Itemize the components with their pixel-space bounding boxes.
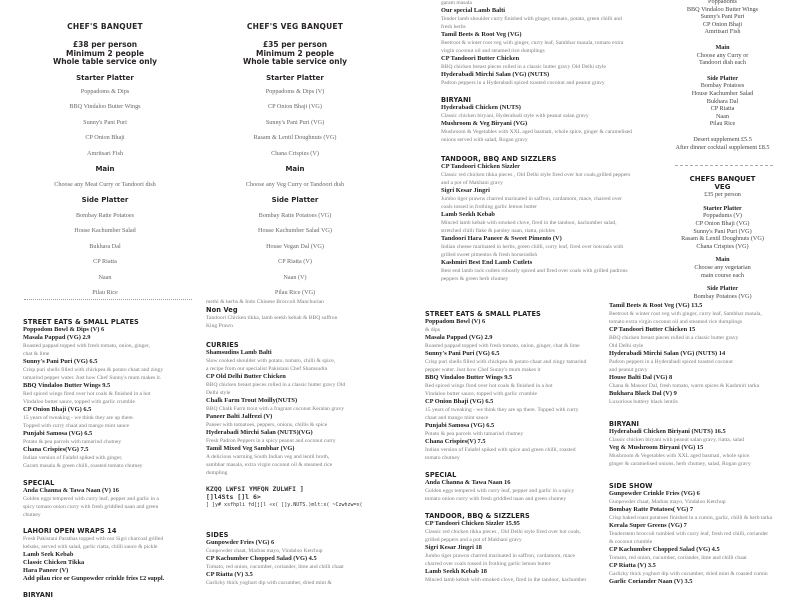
menu-item: CP Tandoori Chicken Sizzler xyxy=(441,163,521,170)
menu-item: Hyderabadi Mirchi Salan (NUTS)(VG) xyxy=(206,429,313,436)
starter-item: BBQ Vindaloo Butter Wings xyxy=(69,103,141,110)
menu-desc: Golden eggs tempered with curry leaf, pepper and garlic in a xyxy=(23,496,159,502)
menu-item: Punjabi Samosa (VG) 6.5 xyxy=(425,422,495,429)
starter-item: Sunny's Pani Puri xyxy=(83,118,127,126)
menu-desc: onions served with salad, Rogan gravy xyxy=(441,137,528,143)
banquet-title: VEG xyxy=(714,182,731,191)
menu-item: Lamb Seekh Kebab xyxy=(441,211,495,218)
starter-item: CP Onion Bhaji (VG) xyxy=(268,103,322,110)
menu-item: CP Kachumber Chopped Salad (VG) 4.5 xyxy=(206,555,317,562)
banquet-meat-panel xyxy=(10,22,200,305)
menu-desc: Classic red chicken tikka pieces , Old Delhi style fired over hot coals,grilled peppers xyxy=(441,172,631,178)
menu-desc: Vindaloo butter sauce, topped with garlic crumble xyxy=(23,399,135,405)
menu-desc: Crisp puri shells filled with chickpea & potato chaat and zingy tamarind xyxy=(425,359,587,365)
side-item: House Kachumber Salad xyxy=(691,89,754,97)
menu-desc: stretched chilli flake & parsley naan, riatta, pickles xyxy=(441,228,555,234)
starter-item: Chana Crispies (V) xyxy=(271,149,319,157)
menu-item: Bombay Ratte Potatoes( VG) 7 xyxy=(609,506,694,513)
menu-desc: grilled peppers and a pot of Makhani gravy xyxy=(425,537,522,543)
menu-desc: tamarind pepper water. Just how Chef Sunny's mum makes it. xyxy=(23,375,162,381)
banquet-veg-panel xyxy=(200,22,390,305)
menu-desc: charred over coals tossed in frothing garlic lemon butter xyxy=(425,561,551,567)
starter-item: BBQ Vindaloo Butter Wings xyxy=(686,5,759,13)
menu-item: Classic Chicken Tikka xyxy=(23,559,85,566)
menu-item: Chana Crispies(VG) 7.5 xyxy=(23,446,89,453)
side-item: House Vegan Dal (VG) xyxy=(266,242,324,250)
col3-upper-menu xyxy=(441,0,641,283)
menu-item: Hara Paneer (V) xyxy=(23,567,69,574)
main-heading: Main xyxy=(715,43,730,51)
col4-veg-banquet-panel xyxy=(650,176,795,300)
menu-desc: pepper water. Just how Chef Sunny's mum makes it xyxy=(425,367,541,373)
main-text: Choose any Veg Curry or Tandoori dish xyxy=(245,180,345,188)
banquet-price: £35 per person xyxy=(704,191,741,199)
banquet-service: Whole table service only xyxy=(242,57,348,66)
menu-desc: ginger & caramelised onions, herb chutney, salad, Rogan gravy xyxy=(609,461,751,467)
menu-item: CP Tandoori Chicken Sizzler 15.95 xyxy=(425,520,520,527)
section-heading: STREET EATS & SMALL PLATES xyxy=(23,318,139,326)
side-item: Bukhara Dal xyxy=(706,97,739,105)
menu-item: Masala Pappad (VG) 2.9 xyxy=(23,334,91,341)
menu-desc: Gunpowder chaat, Madras mayo, Vindaloo Ketchup xyxy=(609,499,726,505)
starter-item: Poppadoms & Dips xyxy=(80,87,130,95)
menu-desc: coals tossed in frothing garlic lemon butter xyxy=(441,204,538,210)
starter-heading: Starter Platter xyxy=(266,73,324,82)
col1-lower-menu xyxy=(23,318,208,599)
side-item: CP Riatta (V) xyxy=(278,258,312,265)
section-heading: BIRYANI xyxy=(609,420,640,428)
menu-item: Kerala Super Greens (VG) 7 xyxy=(609,522,687,529)
menu-item: Anda Channa & Tawa Naan 16 xyxy=(425,479,511,486)
menu-desc: dumpling xyxy=(206,470,228,476)
menu-desc: peppers & green herb chutney xyxy=(441,276,509,282)
main-text: Choose any Meat Curry or Tandoori dish xyxy=(54,180,156,188)
menu-desc: Garam masala & green chilli, roasted tomato chutney xyxy=(23,463,143,469)
menu-desc: garam masala xyxy=(441,0,472,6)
side-item: Pilau Rice xyxy=(92,289,118,296)
menu-desc: Jumbo tiger prawns charred marinated in saffron, cardamom, mace, charred over xyxy=(441,196,622,202)
starter-item: Sunny's Pani Puri (VG) xyxy=(693,227,752,235)
menu-desc: chat & lime xyxy=(23,351,50,357)
menu-desc: Red spiced wings fired over hot coals & finished in a hot xyxy=(425,383,553,389)
menu-item: CP Onion Bhaji (VG) 6.5 xyxy=(425,398,494,405)
cutoff-text-line xyxy=(24,299,192,300)
menu-item: Masala Pappad (VG) 2.9 xyxy=(425,334,493,341)
menu-desc: 15 years of tweaking - we think they are up there. xyxy=(23,415,135,421)
menu-item: Tamil Beets & Root Veg (VG) 13.5 xyxy=(609,302,703,309)
side-item: CP Riatta xyxy=(710,105,735,113)
menu-item: Punjabi Samosa (VG) 6.5 xyxy=(23,430,93,437)
side-item: Bombay Potatoes (VG) xyxy=(693,292,752,300)
menu-desc: Tandoori Chicken tikka, lamb seekh kebab & BBQ saffron xyxy=(206,315,338,321)
menu-desc: chaat and mango mint sauce xyxy=(425,415,489,421)
starter-item: Poppadums (V) xyxy=(702,212,742,220)
starter-item: Poppadoms & Dips (V) xyxy=(265,87,325,95)
menu-item: Hyderabadi Chicken Biriyani (NUTS) 16.5 xyxy=(609,428,726,435)
menu-item: Poppodom Bowl & Dips (V) 6 xyxy=(23,326,105,333)
menu-item: Add pilau rice or Gunpowder crinkle fries £2 suppl. xyxy=(23,575,165,582)
menu-desc: spicy tomato onion curry with fresh griddled naan and green xyxy=(23,504,159,510)
cocktail-supplement: After dinner cocktail supplement £8.5 xyxy=(675,143,770,151)
menu-item: CP Tandoori Butter Chicken 15 xyxy=(609,326,696,333)
menu-item: Chana Crispies(V) 7.5 xyxy=(425,438,486,445)
menu-desc: Delhi style xyxy=(206,390,231,396)
menu-item: Mushroom & Veg Biryani (VG) xyxy=(441,120,528,127)
garbled-text: KZQQ LWFSI YMFQN ZULWFI ] xyxy=(206,485,304,493)
starter-item: Rasam & Lentil Doughnuts (VG) xyxy=(253,134,337,141)
menu-item: Sunny's Pani Puri (VG) 6.5 xyxy=(425,350,500,357)
menu-item: CP Kachumber Chopped Salad (VG) 4.5 xyxy=(609,546,720,553)
side-item: Bukhara Dal xyxy=(89,242,121,250)
section-heading: SPECIAL xyxy=(23,479,55,487)
side-heading: Side Platter xyxy=(271,196,319,204)
menu-item: Shamsudins Lamb Balti xyxy=(206,349,272,356)
menu-item: CP Riatta (V) 3.5 xyxy=(206,571,253,578)
section-heading: Non Veg xyxy=(206,306,238,314)
menu-item: Kashmiri Best End Lamb Cutlets xyxy=(441,259,533,266)
menu-item: Gunpowder Crinkle Fries (VG) 6 xyxy=(609,490,700,497)
dessert-supplement: Desert supplement £5.5 xyxy=(693,135,752,143)
menu-desc: Crisp puri shells filled with chickpea & potato chaat and zingy xyxy=(23,367,164,373)
menu-desc: virgin coconut oil and steamed rice dumplings xyxy=(441,48,545,54)
menu-desc: BBQ Chalk Farm trout with a fragrant coconut Keralan gravy xyxy=(206,406,345,412)
menu-desc: Best end lamb rack cutlets robustly spiced and fired over coals with grilled padrons xyxy=(441,268,628,274)
menu-desc: Classic chicken biryani, Hyderabadi style with peanut salan gravy xyxy=(441,113,589,119)
menu-item: Poppadom Bowl (V) 6 xyxy=(425,318,486,325)
starter-item: CP Onion Bhaji (VG) xyxy=(695,219,750,227)
starter-item: CP Onion Bhaji xyxy=(85,134,125,141)
menu-desc: chutney xyxy=(23,512,41,518)
side-item: Bombay Ratte Potatoes (VG) xyxy=(258,211,332,219)
menu-desc: grilled sweet pimentos & fresh horseradish xyxy=(441,252,538,258)
side-item: House Kachumber Salad VG) xyxy=(258,227,332,234)
starter-item: Amritsari Fish xyxy=(87,149,123,157)
main-heading: Main xyxy=(715,256,730,264)
main-text: Choose any vegetarian xyxy=(694,263,751,271)
menu-desc: Old Delhi style xyxy=(609,343,644,349)
menu-desc: Minced lamb kebab with smoked clove, fired in the tandoor, kachumber xyxy=(425,577,587,583)
section-heading: BIRYANI xyxy=(441,96,472,104)
section-heading: BIRYANI xyxy=(23,591,54,599)
section-heading: TANDOOR, BBQ AND SIZZLERS xyxy=(441,155,557,163)
starter-item: Poppadoms xyxy=(708,0,737,5)
menu-desc: tomato extra virgin coconut oil and steamed rice dumplings xyxy=(609,319,743,325)
menu-item: Our special Lamb Balti xyxy=(441,7,505,14)
main-text: Choose any Curry or xyxy=(696,51,749,59)
menu-desc: Padron peppers in a Hyderabadi spiced toasted coconut xyxy=(609,359,733,365)
col4-lower-menu xyxy=(609,302,800,586)
garbled-text: []l4Sts []l 6> xyxy=(206,493,261,501)
menu-item: Sunny's Pani Puri (VG) 6.5 xyxy=(23,358,98,365)
menu-desc: Garlicky thick yoghurt dip with cucumber, dried mint & roasted cumin xyxy=(609,571,768,577)
menu-desc: Padron peppers in a Hyderabadi spiced toasted coconut and peanut gravy xyxy=(441,80,605,86)
menu-desc: Classic red chicken tikka pieces , Old Delhi style fired over hot coals, xyxy=(425,529,581,535)
menu-desc: BBQ chicken breast pieces rolled in a classic butter gravy xyxy=(609,335,739,341)
side-item: Pilau Rice xyxy=(709,120,736,128)
menu-item: BBQ Vindaloo Butter Wings 9.5 xyxy=(23,382,111,389)
menu-desc: Gunpowder chaat, Madras mayo, Vindaloo Ketchup xyxy=(206,548,323,554)
menu-desc: & coconut crumble xyxy=(609,539,653,545)
menu-desc: Paneer with tomatoes, peppers, onions, chillis & spice xyxy=(206,422,328,428)
menu-desc: Classic chicken biryani with peanut salan gravy, riatta, salad xyxy=(609,437,745,443)
section-heading: CURRIES xyxy=(206,341,239,349)
menu-desc: Potato & pea parcels with tamarind chutney xyxy=(23,439,122,445)
menu-desc: Roasted pappad topped with fresh tomato, onion, ginger, xyxy=(23,343,150,349)
menu-desc: Golden eggs tempered with curry leaf, pepper and garlic in a spicy xyxy=(425,488,575,494)
side-item: CP Riatta xyxy=(93,258,117,265)
menu-item: Tamil Mixed Veg Sambhar (VG) xyxy=(206,445,295,452)
menu-desc: Garlicky thick yoghurt dip with cucumber, dried mint & xyxy=(206,580,332,586)
starter-item: Amritsari Fish xyxy=(704,28,741,36)
banquet-title: CHEFS BANQUET xyxy=(689,175,756,183)
main-heading: Main xyxy=(95,165,115,173)
menu-desc: tomato onion curry with fresh griddled naan and green chutney xyxy=(425,496,567,502)
menu-item: Tamil Beets & Root Veg (VG) xyxy=(441,31,522,38)
menu-item: Anda Channa & Tawa Naan (V) 16 xyxy=(23,487,119,494)
menu-item: Tandoori Hara Paneer & Sweet Pimento (V) xyxy=(441,235,562,242)
menu-desc: sambhar masala, extra virgin coconut oil & steamed rice xyxy=(206,462,333,468)
side-item: Naan (V) xyxy=(283,273,307,281)
starter-item: Sunny's Pani Puri (VG) xyxy=(265,118,325,126)
menu-item: Sigri Kesar Jingri xyxy=(441,187,490,194)
menu-desc: Beetroot & winter root veg with ginger, curry leaf, Sambhar masala, tomato extra xyxy=(441,40,624,46)
menu-desc: Tomato, red onion, cucumber, coriander, lime and chilli chaat xyxy=(609,555,747,561)
section-heading: TANDOOR, BBQ & SIZZLERS xyxy=(425,512,530,520)
menu-item: CP Riatta (V) 3.5 xyxy=(609,562,656,569)
menu-desc: Mushroom & Vegetables with XXL aged basmati, whole spice, ginger & caramelised xyxy=(441,129,632,135)
banquet-price: £38 per person xyxy=(72,40,138,49)
menu-desc: Jumbo tiger prawns charred marinated in saffron, cardamom, mace xyxy=(425,553,575,559)
col3-lower-menu xyxy=(425,310,605,584)
main-heading: Main xyxy=(285,165,305,173)
menu-desc: Fresh Pakistani Parathas topped with our Sigri charcoal grilled xyxy=(23,536,164,542)
side-item: Naan xyxy=(715,112,730,120)
menu-desc: Roasted pappad topped with fresh tomato, onion, ginger, chat & lime xyxy=(425,343,580,349)
menu-desc: Mushroom & Vegetables with XXL aged basmati, whole spice. xyxy=(609,453,751,459)
menu-item: Hyderabadi Mirchi Salan (VG) (NUTS) 14 xyxy=(609,350,726,357)
menu-desc: Topped with curry chaat and mango mint sauce xyxy=(23,423,130,429)
section-heading: SIDES xyxy=(206,531,229,539)
menu-desc: methi & herbs & Indo Chinese Broccoli Manchurian xyxy=(206,299,324,305)
starter-item: Sunny's Pani Puri xyxy=(700,13,745,21)
menu-item: Paneer Balti Jalfrezi (V) xyxy=(206,413,273,420)
menu-item: Hyderabadi Mirchi Salan (VG) (NUTS) xyxy=(441,71,550,78)
menu-desc: Chana & Masoor Dal, fresh tomato, warm spices & Kashmiri tarka xyxy=(609,383,760,389)
menu-desc: Potato & pea parcels with tamarind chutney xyxy=(425,431,524,437)
banquet-minimum: Minimum 2 people xyxy=(256,48,334,58)
side-item: Bombay Ratte Potatoes xyxy=(75,211,135,219)
banquet-title: CHEF'S BANQUET xyxy=(67,22,143,31)
banquet-title: CHEF'S VEG BANQUET xyxy=(246,22,344,31)
main-text: Tandoori dish each xyxy=(699,59,746,67)
divider xyxy=(675,165,773,166)
side-item: House Kachumber Salad xyxy=(74,227,136,234)
col4-banquet-panel xyxy=(650,0,795,151)
banquet-service: Whole table service only xyxy=(52,57,158,66)
menu-desc: Tender lamb shoulder curry finished with ginger, tomato, potato, green chilli and xyxy=(441,16,622,22)
menu-desc: Indian version of Falafel spiked with ginger, xyxy=(23,455,123,461)
menu-desc: tomato chutney xyxy=(425,455,460,461)
menu-item: Garlic Coriander Naan (V) 3.5 xyxy=(609,578,693,585)
section-heading: STREET EATS & SMALL PLATES xyxy=(425,310,541,318)
menu-item: CP Old Delhi Butter Chicken xyxy=(206,373,286,380)
main-text: main course each xyxy=(701,271,744,279)
banquet-price: £35 per person xyxy=(262,40,328,49)
menu-desc: Tenderstem broccoli tumbled with curry leaf, fresh red chilli, coriander xyxy=(609,531,769,537)
menu-desc: Crisp baked roast potatoes finished in a cumin, garlic, chilli & herb tarka xyxy=(609,515,773,521)
menu-desc: Indian version of Falafel spiked with spice and green chilli, roasted xyxy=(425,447,576,453)
menu-desc: and peanut gravy xyxy=(609,367,648,373)
menu-desc: Slow cooked shoulder with potato, tomato, chilli & spice, xyxy=(206,358,336,364)
menu-item: CP Onion Bhaji (VG) 6.5 xyxy=(23,406,92,413)
menu-desc: a recipe from our specialist Pakistani Chef Shamsudin xyxy=(206,366,328,372)
menu-desc: kebabs, served with salad, garlic riatta, chilli sauce & pickle xyxy=(23,544,158,550)
garbled-text: ] ]y# xsfhpli fd[j]l «x( []y.NUTS.)mlt:x( ~Czwhzw=x( xyxy=(206,502,363,508)
menu-item: CP Tandoori Butter Chicken xyxy=(441,55,520,62)
starter-item: CP Onion Bhaji xyxy=(702,20,743,28)
menu-desc: and a pot of Makhani gravy xyxy=(441,180,503,186)
menu-item: Veg & Mushroom Biryani (VG) 15 xyxy=(609,444,704,451)
side-heading: Side Platter xyxy=(81,196,129,204)
side-item: Naan xyxy=(98,273,112,281)
menu-item: Chalk Farm Trout Moilly(NUTS) xyxy=(206,397,298,404)
starter-heading: Starter Platter xyxy=(76,73,134,82)
menu-desc: Red spiced wings fired over hot coals & finished in a hot xyxy=(23,391,151,397)
section-heading: SIDE SHOW xyxy=(609,482,653,490)
menu-desc: & dips xyxy=(425,327,441,333)
menu-desc: King Prawn xyxy=(206,323,233,329)
menu-item: Sigri Kesar Jingri 18 xyxy=(425,544,482,551)
menu-desc: BBQ chicken breast pieces rolled in a classic butter gravy Old Delhi style xyxy=(441,64,606,70)
menu-desc: Vindaloo butter sauce, topped with garlic crumble xyxy=(425,391,537,397)
menu-item: House Balti Dal (VG) 8 xyxy=(609,374,673,381)
menu-desc: fresh herbs xyxy=(441,24,466,30)
menu-item: Gunpowder Fries (VG) 6 xyxy=(206,539,275,546)
side-item: Pilau Rice (VG) xyxy=(274,289,316,296)
starter-heading: Starter Platter xyxy=(703,204,742,212)
side-heading: Side Platter xyxy=(706,285,739,293)
menu-item: Hyderabadi Chicken (NUTS) xyxy=(441,104,521,111)
section-heading: LAHORI OPEN WRAPS 14 xyxy=(23,527,117,535)
menu-desc: Fresh Padron Peppers in a spicy peanut and coconut curry xyxy=(206,438,336,444)
side-item: Bombay Potatoes xyxy=(700,82,745,90)
menu-item: BBQ Vindaloo Butter Wings 9.5 xyxy=(425,374,513,381)
menu-desc: A delicious warming South Indian veg and lentil broth, xyxy=(206,454,330,460)
menu-desc: Luxurious buttery black lentils xyxy=(609,399,678,405)
starter-item: Chana Crispies (VG) xyxy=(696,242,749,250)
col2-lower-menu xyxy=(206,298,411,587)
menu-desc: 15 years of tweaking - we think they are up there. Topped with curry xyxy=(425,407,579,413)
banquet-minimum: Minimum 2 people xyxy=(66,48,144,58)
menu-desc: Indian cheese marinated in herbs, green chilli, curry leaf, fired over hotcoals with xyxy=(441,244,624,250)
menu-item: Bukhara Black Dal (V) 9 xyxy=(609,390,677,397)
menu-item: Lamb Seek Kebab xyxy=(23,551,74,558)
side-heading: Side Platter xyxy=(706,74,739,82)
menu-desc: Minced lamb kebab with smoked clove, fired in the tandoor, kachumber salad, xyxy=(441,220,617,226)
menu-desc: Tomato, red onion, cucumber, coriander, lime and chilli chaat xyxy=(206,564,344,570)
starter-item: Rasam & Lentil Doughnuts (VG) xyxy=(681,235,764,243)
section-heading: SPECIAL xyxy=(425,471,457,479)
menu-desc: Beetroot & winter root veg with ginger, curry leaf, Sambhar masala, xyxy=(609,311,762,317)
menu-item: Lamb Seekh Kebab 18 xyxy=(425,568,487,575)
menu-desc: BBQ chicken breast pieces rolled in a classic butter gravy Old xyxy=(206,382,346,388)
